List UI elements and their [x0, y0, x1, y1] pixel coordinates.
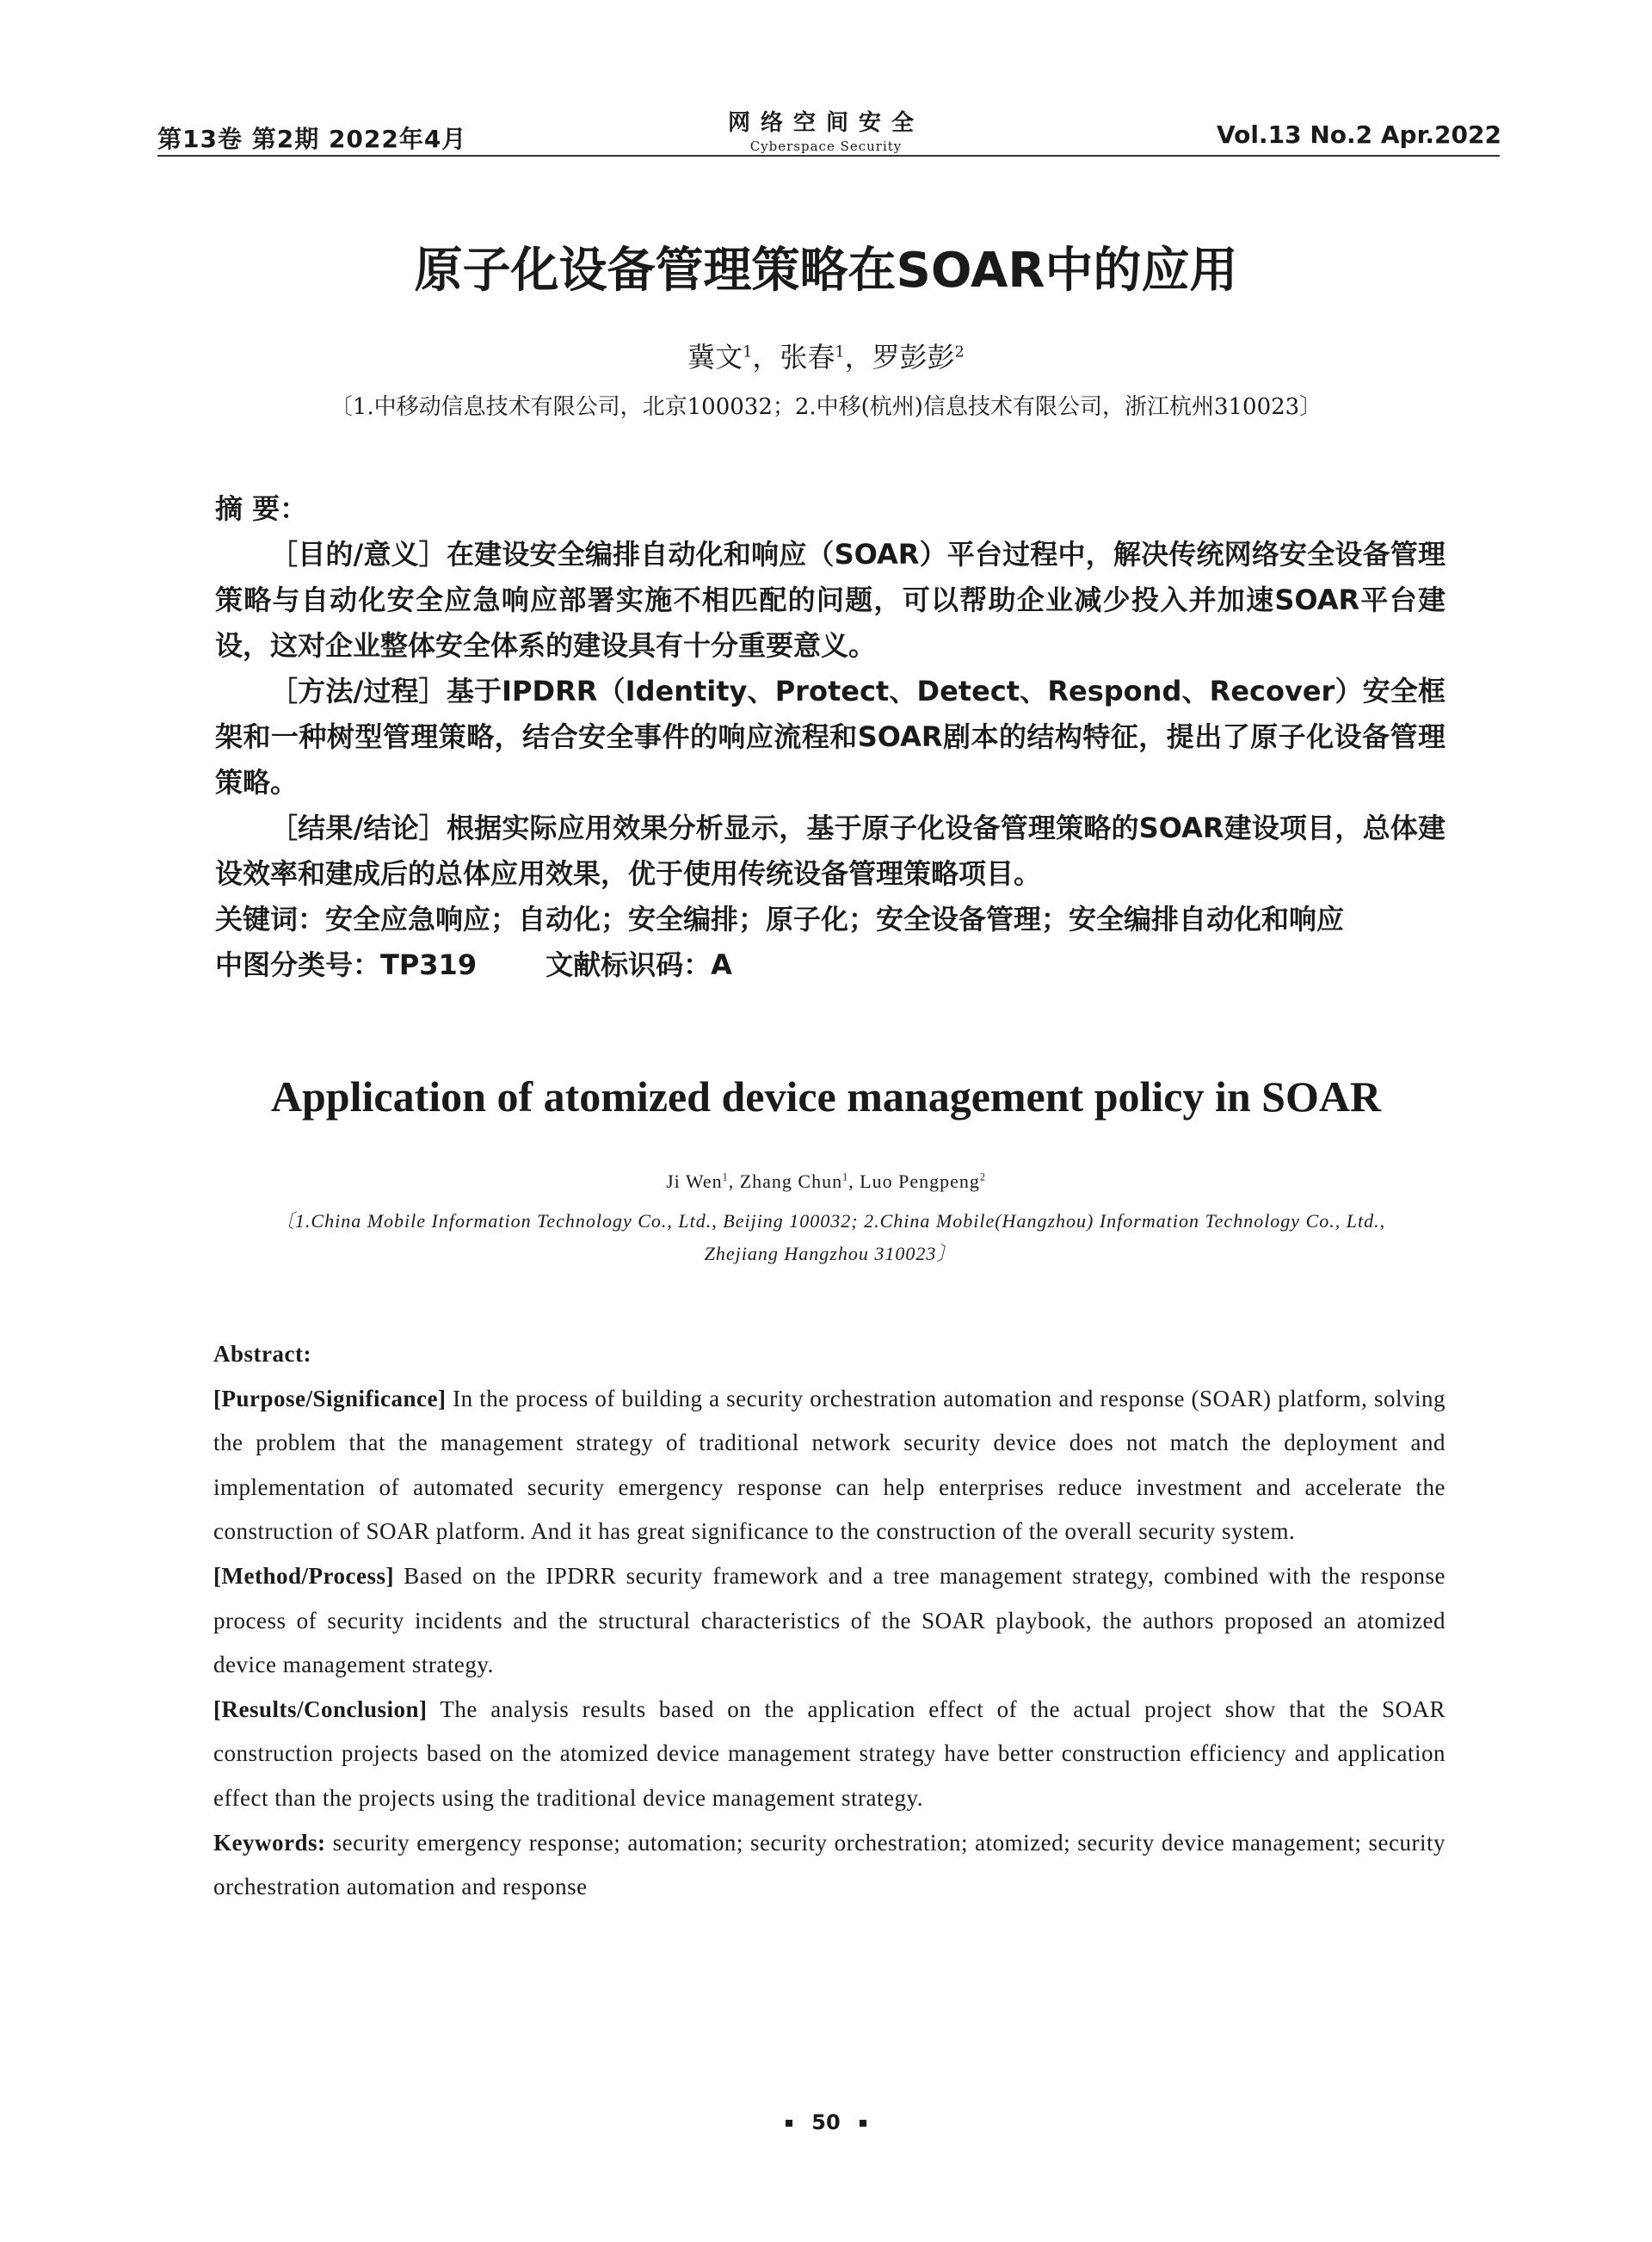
authors-en: Ji Wen$^1$, Zhang Chun$^1$, Luo Pengpeng$^2$	[666, 1170, 986, 1192]
abstract-purpose-text-en: In the process of building a security orchestration automation and response (SOAR) platform, solving the problem that the management strategy of traditional network security device does not match the deployment and implementation of automated security emergency response can help enterprises reduce investment and accelerate the construction of SOAR platform. And it has great significance to the construction of the overall security system.	[213, 1385, 1446, 1545]
abstract-purpose-zh	[215, 532, 1446, 669]
abstract-purpose-label-en: [Purpose/Significance]	[213, 1385, 447, 1411]
paper-title-zh: 原子化设备管理策略在SOAR中的应用	[414, 243, 1238, 299]
abstract-method-text: 基于IPDRR（Identity、Protect、Detect、Respond、Recover）安全框架和一种树型管理策略，结合安全事件的响应流程和SOAR剧本的结构特征，提出了原子化设备管理策略。	[215, 675, 1446, 799]
abstract-en	[213, 1332, 1446, 1910]
paper-title-en: Application of atomized device management policy in SOAR	[270, 1072, 1382, 1121]
header-rule	[157, 155, 1500, 157]
journal-volume-issue: 第13卷 第2期 2022年4月	[157, 125, 467, 153]
abstract-result-text: 根据实际应用效果分析显示，基于原子化设备管理策略的SOAR建设项目，总体建设效率和建成后的总体应用效果，优于使用传统设备管理策略项目。	[215, 812, 1446, 890]
author-name-en: Zhang Chun	[739, 1170, 843, 1192]
square-bullet-icon	[860, 2120, 866, 2127]
page-number	[0, 2110, 1652, 2134]
square-bullet-icon	[786, 2120, 792, 2127]
abstract-result-label: ［结果/结论］	[270, 812, 447, 844]
abstract-result-text-en: The analysis results based on the application effect of the actual project show that the SOAR construction projects based on the atomized device management strategy have better construction efficiency and application effect than the projects using the traditional device management strategy.	[213, 1695, 1446, 1811]
abstract-method-label: ［方法/过程］	[270, 675, 447, 707]
affiliation-en	[163, 1205, 1497, 1270]
abstract-method-label-en: [Method/Process]	[213, 1562, 394, 1589]
clc-number: 中图分类号：TP319	[215, 948, 478, 981]
abstract-method-text-en: Based on the IPDRR security framework and a tree management strategy, combined with the response process of security incidents and the structural characteristics of the SOAR playbook, the authors proposed an atomized device management strategy.	[213, 1562, 1446, 1678]
author-affil-mark: 2	[979, 1170, 986, 1183]
journal-name-zh: 网络空间安全	[727, 110, 924, 136]
author-affil-mark: 1	[835, 343, 845, 361]
author-affil-mark: 2	[954, 343, 965, 361]
abstract-purpose-text: 在建设安全编排自动化和响应（SOAR）平台过程中，解决传统网络安全设备管理策略与自动化安全应急响应部署实施不相匹配的问题，可以帮助企业减少投入并加速SOAR平台建设，这对企业整体安全体系的建设具有十分重要意义。	[215, 538, 1446, 662]
abstract-method-en	[213, 1554, 1446, 1688]
abstract-result-en	[213, 1688, 1446, 1821]
affiliation-en-line: Zhejiang Hangzhou 310023〕	[704, 1243, 957, 1264]
author-name: 冀文	[687, 341, 743, 374]
keywords-en	[213, 1821, 1446, 1910]
affiliation-zh: 〔1.中移动信息技术有限公司，北京100032；2.中移(杭州)信息技术有限公司，浙江杭州310023〕	[330, 394, 1322, 420]
abstract-method-zh	[215, 669, 1446, 806]
journal-name-en: Cyberspace Security	[749, 139, 903, 154]
abstract-zh	[215, 486, 1446, 988]
abstract-heading-zh: 摘 要：	[215, 492, 308, 525]
abstract-result-label-en: [Results/Conclusion]	[213, 1695, 428, 1722]
journal-volume-issue-en: Vol.13 No.2 Apr.2022	[1217, 120, 1501, 149]
affiliation-en-line: 〔1.China Mobile Information Technology Co., Ltd., Beijing 100032; 2.China Mobile(Hangzhou) Information Technology Co., Ltd.,	[274, 1210, 1386, 1232]
author-name: 罗彭彭	[872, 341, 955, 374]
document-code: 文献标识码：A	[546, 948, 732, 981]
author-affil-mark: 1	[722, 1170, 729, 1183]
author-name: 张春	[780, 341, 835, 374]
abstract-purpose-label: ［目的/意义］	[270, 538, 447, 571]
author-name-en: Ji Wen	[666, 1170, 723, 1192]
page-number-text: 50	[811, 2110, 841, 2134]
author-affil-mark: 1	[842, 1170, 849, 1183]
keywords-text-en: security emergency response; automation; security orchestration; atomized; security device management; security orchestration automation and response	[213, 1829, 1446, 1900]
abstract-heading-en	[213, 1332, 1446, 1377]
abstract-purpose-en	[213, 1377, 1446, 1554]
keywords-zh: 关键词：安全应急响应；自动化；安全编排；原子化；安全设备管理；安全编排自动化和响应	[215, 903, 1345, 936]
abstract-result-zh	[215, 806, 1446, 897]
authors-zh: 冀文$^1$，张春$^1$，罗彭彭$^2$	[687, 341, 965, 374]
author-affil-mark: 1	[743, 343, 753, 361]
author-name-en: Luo Pengpeng	[860, 1170, 980, 1192]
classification-zh	[215, 942, 1446, 988]
abstract-heading-en-text: Abstract:	[213, 1341, 311, 1367]
keywords-label-en: Keywords:	[213, 1829, 326, 1856]
